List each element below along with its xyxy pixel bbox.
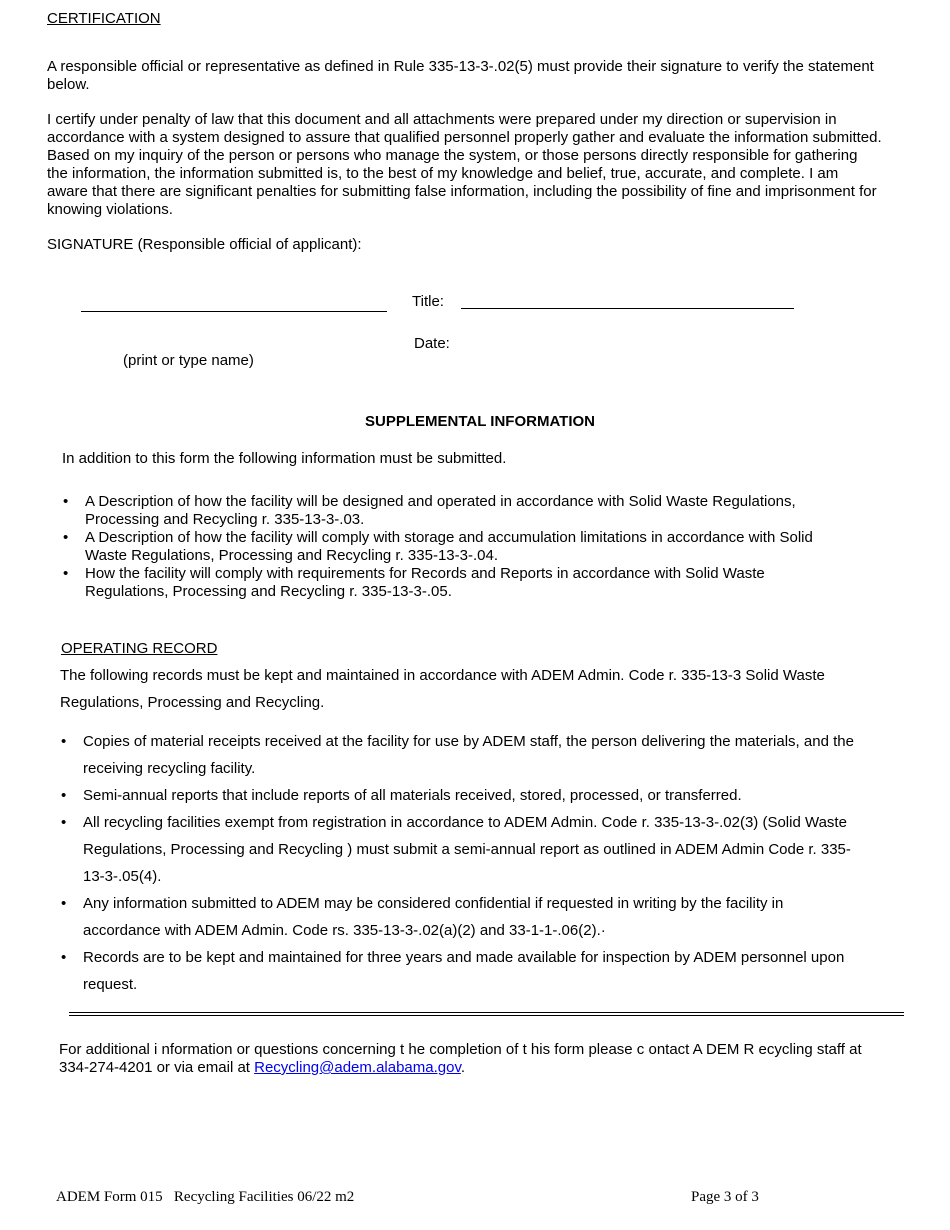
contact-trailing: . [460, 1059, 466, 1076]
form-id: ADEM Form 015 Recycling Facilities 06/22 m2 [56, 1189, 355, 1205]
date-label: Date: [414, 335, 450, 352]
list-item: • Copies of material receipts received at the facility for use by ADEM staff, the person delivering the materials, and the receiving recycling facility. [60, 728, 860, 782]
certification-statement: I certify under penalty of law that this document and all attachments were prepared under my direction or supervision in accordance with a system designed to assure that qualified personnel properly gather and evaluate the information submitted. Based on my inquiry of the person or persons who manage the system, or those persons directly responsible for gathering the information, the information submitted is, to the best of my knowledge and belief, true, accurate, and complete. I am aware that there are significant penalties for submitting false information, including the possibility of fine and imprisonment for knowing violations. [47, 111, 882, 218]
title-input-line[interactable] [461, 308, 794, 309]
list-item: • A Description of how the facility will comply with storage and accumulation limitations in accordance with Solid Waste Regulations, Processing and Recycling r. 335-13-3-.04. [62, 529, 852, 565]
section-divider [69, 1012, 904, 1016]
list-item: • A Description of how the facility will be designed and operated in accordance with Solid Waste Regulations, Processing and Recycling r. 335-13-3-.03. [62, 493, 852, 529]
signature-label: SIGNATURE (Responsible official of applicant): [47, 236, 362, 253]
contact-text: For additional i nformation or questions concerning t he completion of t his form please c ontact A DEM R ecycling staff at 334-274-4201 or via email at [59, 1041, 862, 1076]
list-item: • All recycling facilities exempt from registration in accordance to ADEM Admin. Code r. 335-13-3-.02(3) (Solid Waste Regulations, Processing and Recycling ) must submit a semi-annual report as outlined in ADEM Admin Code r. 335-13-3-.05(4). [60, 809, 860, 890]
list-item: • Semi-annual reports that include reports of all materials received, stored, processed, or transferred. [60, 782, 860, 809]
list-item: • How the facility will comply with requirements for Records and Reports in accordance with Solid Waste Regulations, Processing and Recycling r. 335-13-3-.05. [62, 565, 852, 601]
list-item: • Records are to be kept and maintained for three years and made available for inspection by ADEM personnel upon request. [60, 944, 860, 998]
operating-record-list [60, 728, 860, 998]
name-signature-line[interactable] [81, 311, 387, 312]
supplemental-intro: In addition to this form the following information must be submitted. [62, 450, 507, 467]
operating-record-heading: OPERATING RECORD [61, 640, 218, 657]
certification-heading: CERTIFICATION [47, 10, 161, 27]
page-number: Page 3 of 3 [691, 1189, 759, 1205]
contact-paragraph [59, 1041, 894, 1077]
email-link[interactable]: Recycling@adem.alabama.gov [254, 1059, 461, 1076]
name-caption: (print or type name) [123, 352, 254, 369]
supplemental-heading: SUPPLEMENTAL INFORMATION [365, 413, 595, 430]
certification-intro: A responsible official or representative as defined in Rule 335-13-3-.02(5) must provide their signature to verify the statement below. [47, 58, 874, 93]
title-label: Title: [412, 293, 444, 310]
supplemental-list [62, 493, 852, 601]
operating-record-intro: The following records must be kept and maintained in accordance with ADEM Admin. Code r. 335-13-3 Solid Waste Regulations, Processing and Recycling. [60, 667, 825, 711]
list-item: • Any information submitted to ADEM may be considered confidential if requested in writing by the facility in accordance with ADEM Admin. Code rs. 335-13-3-.02(a)(2) and 33-1-1-.06(2).· [60, 890, 860, 944]
